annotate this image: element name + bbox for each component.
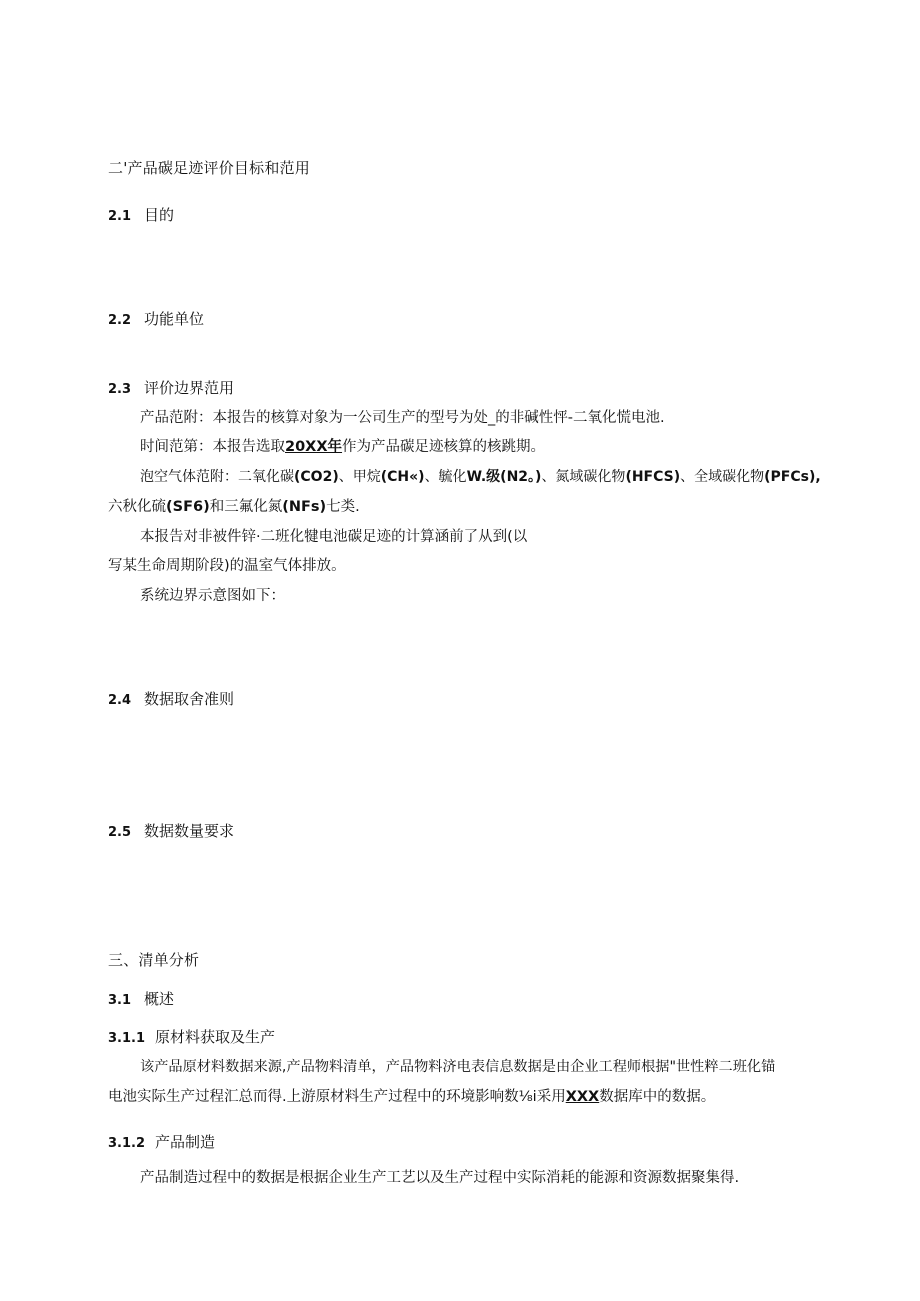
heading-number: 3.1.1 [108,1031,146,1046]
formula-co2: (CO2) [294,469,339,485]
formula-ch4: (CH«) [380,469,425,485]
formula-hfcs: (HFCS) [625,469,681,485]
heading-label: 评价边界范用 [144,379,235,397]
heading-label: 概述 [144,990,175,1008]
text-run: 时间范第：本报告选取 [140,439,285,455]
text-run: 泡空气体范附：二氧化碳 [140,469,294,485]
heading-2-4 [108,688,234,709]
gas-scope-line-1 [140,466,821,486]
heading-label: 目的 [144,206,175,224]
formula-pfcs: (PFCs), [764,469,821,485]
raw-material-line-1: 该产品原材料数据来源,产品物料清单，产品物料济电表信息数据是由企业工程师根据"世性粹二班化锚 [140,1059,776,1075]
heading-3-1 [108,988,174,1009]
text-run: 、毓化 [424,469,467,485]
raw-material-line-2 [108,1085,715,1106]
heading-2-5 [108,820,234,841]
heading-number: 3.1.2 [108,1136,146,1151]
formula-n2o: W.级(N2。) [466,469,542,485]
heading-3-1-2 [108,1131,215,1152]
formula-sf6: (SF6) [166,499,210,515]
heading-number: 2.1 [108,209,132,224]
heading-number: 2.4 [108,693,132,708]
heading-label: 数据取舍准则 [144,690,235,708]
time-scope-paragraph [140,435,545,456]
heading-2-2 [108,308,204,329]
text-run: 六秋化硫 [108,499,166,515]
product-scope-paragraph: 产品范附：本报告的核算对象为一公司生产的型号为处_的非碱性怦-二氧化慌电池. [140,410,665,426]
gas-scope-line-2 [108,495,360,516]
heading-label: 数据数量要求 [144,822,235,840]
year-highlight: 20XX年 [285,439,343,455]
heading-number: 2.5 [108,825,132,840]
heading-label: 产品制造 [155,1133,216,1151]
calc-scope-line-2: 写某生命周期阶段)的温室气体排放。 [108,558,346,574]
heading-number: 3.1 [108,993,132,1008]
text-run: 、氮域碳化物 [541,469,626,485]
section-2-title: 二'产品碳足迹评价目标和范用 [108,159,310,177]
heading-number: 2.2 [108,313,132,328]
heading-2-3 [108,377,234,398]
heading-3-1-1 [108,1026,275,1047]
text-run: 七类. [326,499,360,515]
calc-scope-line-1: 本报告对非被件锌·二班化犍电池碳足迹的计算涵前了从到(以 [140,529,528,545]
text-run: 电池实际生产过程汇总而得.上游原材料生产过程中的环境影响数⅛i采用 [108,1089,566,1105]
heading-2-1 [108,204,174,225]
text-run: 数据库中的数据。 [599,1089,716,1105]
manufacturing-paragraph: 产品制造过程中的数据是根据企业生产工艺以及生产过程中实际消耗的能源和资源数据聚集得. [140,1170,740,1186]
database-name-highlight: XXX [565,1089,600,1105]
formula-nf3: (NFs) [282,499,327,515]
heading-label: 功能单位 [144,310,205,328]
text-run: 和三氟化氮 [209,499,283,515]
text-run: 作为产品碳足迹核算的核跳期。 [342,439,546,455]
text-run: 、甲烷 [338,469,381,485]
heading-label: 原材料获取及生产 [155,1028,276,1046]
diagram-intro: 系统边界示意图如下： [140,588,285,604]
heading-number: 2.3 [108,382,132,397]
section-3-title: 三、清单分析 [108,951,200,969]
text-run: 、全域碳化物 [680,469,765,485]
